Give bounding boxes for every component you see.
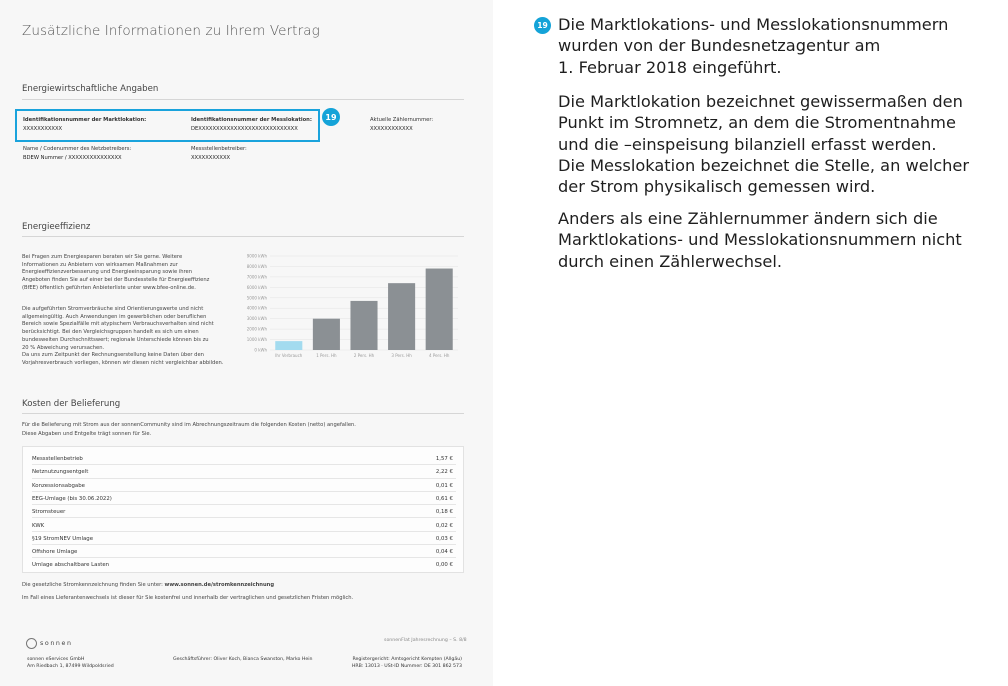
annotation-paragraph-1	[558, 14, 998, 78]
y-tick-label: 3000 kWh	[246, 316, 267, 322]
text-line: und die –einspeisung bilanziell erfasst werden.	[558, 134, 937, 154]
footer-management: Geschäftsführer: Oliver Koch, Bianca Swanston, Marko Hein	[173, 657, 313, 662]
annotation-paragraph-2	[558, 91, 998, 197]
cost-label: Messstellenbetrieb	[32, 456, 83, 462]
page-title: Zusätzliche Informationen zu Ihrem Vertrag	[22, 23, 320, 39]
grid-operator-label: Name / Codenummer des Netzbetreibers:	[23, 146, 132, 152]
annotation-paragraph-3	[558, 208, 998, 272]
melo-value: DEXXXXXXXXXXXXXXXXXXXXXXXXXXXX	[191, 126, 298, 132]
y-tick-label: 7000 kWh	[246, 274, 267, 280]
logo-text: sonnen	[40, 640, 73, 647]
cost-value: 0,01 €	[435, 482, 453, 489]
text-line: Bereich sowie Spezialfälle mit atypischem Verbrauchsverhalten sind nicht	[22, 321, 214, 328]
cost-value: 2,22 €	[435, 469, 453, 476]
text-line: berücksichtigt. Bei den Vergleichsgruppen handelt es sich um einen	[22, 329, 199, 336]
footer-company	[27, 656, 114, 670]
section-divider	[22, 413, 464, 414]
logo-circle-icon	[26, 638, 37, 649]
y-tick-label: 0 kWh	[254, 347, 267, 353]
text-line: der Strom physikalisch gemessen wird.	[558, 177, 876, 197]
power-label-link[interactable]: www.sonnen.de/stromkennzeichnung	[164, 582, 275, 588]
section-divider	[22, 236, 464, 237]
text-line: Die Marktlokations- und Messlokationsnummern	[558, 15, 949, 34]
table-row	[32, 545, 456, 558]
cost-label: Konzessionsabgabe	[32, 482, 85, 489]
text-line: Am Riedbach 1, 87499 Wildpoldsried	[27, 664, 114, 669]
x-tick-label: Ihr Verbrauch	[275, 353, 303, 358]
y-tick-label: 4000 kWh	[246, 305, 267, 311]
bar	[426, 269, 453, 350]
cost-label: Umlage abschaltbare Lasten	[32, 562, 110, 569]
efficiency-paragraph-1	[22, 254, 234, 293]
costs-intro-line: Für die Belieferung mit Strom aus der sonnenCommunity sind im Abrechnungszeitraum die folgenden Kosten (netto) angefallen.	[22, 422, 356, 428]
text-line: Registergericht: Amtsgericht Kempten (Allgäu)	[352, 657, 462, 662]
text-line: HRB: 13013 · USt-ID Nummer: DE 301 862 573	[351, 664, 462, 669]
cost-label: §19 StromNEV Umlage	[32, 535, 94, 542]
text-line: Energieeffizienzverbesserung und Energieeinsparung sowie ihren	[22, 269, 193, 276]
x-tick-label: 1 Pers. Hh	[316, 353, 337, 358]
y-tick-label: 8000 kWh	[246, 263, 267, 269]
text-line: Vorjahresverbrauch vorliegen, können wir diesen nicht vergleichbar abbilden.	[22, 359, 224, 366]
table-row	[32, 558, 456, 571]
text-line: Angeboten finden Sie auf einer bei der Bundesstelle für Energieeffizienz	[22, 277, 210, 284]
text-line: 1. Februar 2018 eingeführt.	[558, 57, 782, 77]
y-tick-label: 5000 kWh	[246, 295, 267, 301]
annotation-badge: 19	[534, 17, 551, 34]
text-line: Anders als eine Zählernummer ändern sich die	[558, 209, 938, 228]
cost-value: 0,18 €	[435, 509, 453, 516]
y-tick-label: 1000 kWh	[246, 337, 267, 343]
cost-value: 0,02 €	[435, 522, 453, 529]
contract-info-page	[0, 0, 493, 686]
cost-value: 1,57 €	[435, 456, 453, 462]
page-number: sonnenFlat Jahresrechnung – S. 8/8	[384, 638, 467, 643]
cost-value: 0,61 €	[435, 495, 453, 502]
meter-value: XXXXXXXXXXXX	[370, 126, 413, 132]
bar	[388, 283, 415, 350]
text-line: Die aufgeführten Stromverbräuche sind Orientierungswerte und nicht	[22, 306, 204, 312]
y-tick-label: 6000 kWh	[246, 284, 267, 290]
callout-badge: 19	[322, 108, 340, 126]
costs-section-title: Kosten der Belieferung	[22, 399, 121, 409]
cost-value: 0,00 €	[435, 562, 453, 569]
x-tick-label: 2 Pers. Hh	[353, 353, 375, 358]
text-line: Die Messlokation bezeichnet die Stelle, an welcher	[558, 155, 969, 175]
costs-intro-line: Diese Abgaben und Entgelte trägt sonnen für Sie.	[22, 431, 152, 437]
footer-register	[304, 656, 462, 670]
text-line: Da uns zum Zeitpunkt der Rechnungserstellung keine Daten über den	[22, 352, 204, 359]
meter-operator-value: XXXXXXXXXXX	[191, 155, 231, 161]
text-line: Punkt im Stromnetz, an dem die Stromentnahme	[558, 113, 956, 133]
bar	[275, 341, 302, 350]
text-line: (BfEE) öffentlich geführten Anbieterliste unter www.bfee-online.de.	[22, 284, 196, 291]
text-line: Marktlokations- und Messlokationsnummern nicht	[558, 230, 962, 250]
text-line: 20 % Abweichung verursachen.	[22, 344, 105, 351]
text-line: bundesweiten Durchschnittswert; regionale Unterschiede können bis zu	[22, 336, 209, 343]
text-line: sonnen eServices GmbH	[27, 657, 85, 662]
bar	[350, 301, 377, 350]
malo-label: Identifikationsnummer der Marktlokation:	[23, 117, 147, 123]
text-line: allgemeingültig. Auch Anwendungen im gewerblichen oder beruflichen	[22, 313, 207, 320]
cost-label: Netznutzungsentgelt	[32, 469, 89, 476]
energy-section-title: Energiewirtschaftliche Angaben	[22, 84, 159, 94]
table-row	[32, 532, 456, 545]
supplier-switch-note: Im Fall eines Lieferantenwechsels ist dieser für Sie kostenfrei und innerhalb der vertraglichen und gesetzlichen Fristen möglich.	[22, 595, 354, 601]
consumption-bar-chart	[240, 252, 462, 362]
cost-table	[22, 446, 464, 573]
melo-label: Identifikationsnummer der Messlokation:	[191, 117, 312, 123]
cost-label: Stromsteuer	[32, 509, 66, 516]
meter-operator-label: Messstellenbetreiber:	[191, 146, 247, 152]
power-label-text: Die gesetzliche Stromkennzeichnung finden Sie unter:	[22, 582, 163, 588]
text-line: Bei Fragen zum Energiesparen beraten wir Sie gerne. Weitere	[22, 254, 183, 260]
table-row	[32, 519, 456, 532]
cost-label: KWK	[32, 522, 45, 529]
efficiency-paragraph-2	[22, 306, 236, 368]
cost-value: 0,03 €	[435, 535, 453, 542]
y-tick-label: 2000 kWh	[246, 326, 267, 332]
text-line: durch einen Zählerwechsel.	[558, 251, 782, 271]
x-tick-label: 4 Pers. Hh	[429, 353, 450, 358]
section-divider	[22, 99, 464, 100]
text-line: Die Marktlokation bezeichnet gewissermaßen den	[558, 92, 963, 111]
y-tick-label: 9000 kWh	[246, 253, 267, 259]
cost-label: Offshore Umlage	[32, 549, 78, 556]
cost-value: 0,04 €	[435, 549, 453, 556]
text-line: Informationen zu Anbietern von wirksamen Maßnahmen zur	[22, 261, 178, 268]
bar	[313, 319, 340, 350]
text-line: wurden von der Bundesnetzagentur am	[558, 36, 881, 56]
malo-value: XXXXXXXXXXX	[23, 126, 63, 132]
grid-operator-value: BDEW Nummer / XXXXXXXXXXXXXXX	[23, 155, 122, 161]
cost-label: EEG-Umlage (bis 30.06.2022)	[32, 495, 112, 502]
table-row	[32, 452, 456, 465]
x-tick-label: 3 Pers. Hh	[391, 353, 412, 358]
table-row	[32, 479, 456, 492]
sonnen-logo	[26, 638, 73, 649]
table-row	[32, 492, 456, 505]
efficiency-section-title: Energieeffizienz	[22, 222, 91, 232]
power-label-note	[22, 582, 274, 588]
table-row	[32, 505, 456, 518]
meter-label: Aktuelle Zählernummer:	[370, 117, 434, 123]
table-row	[32, 465, 456, 478]
